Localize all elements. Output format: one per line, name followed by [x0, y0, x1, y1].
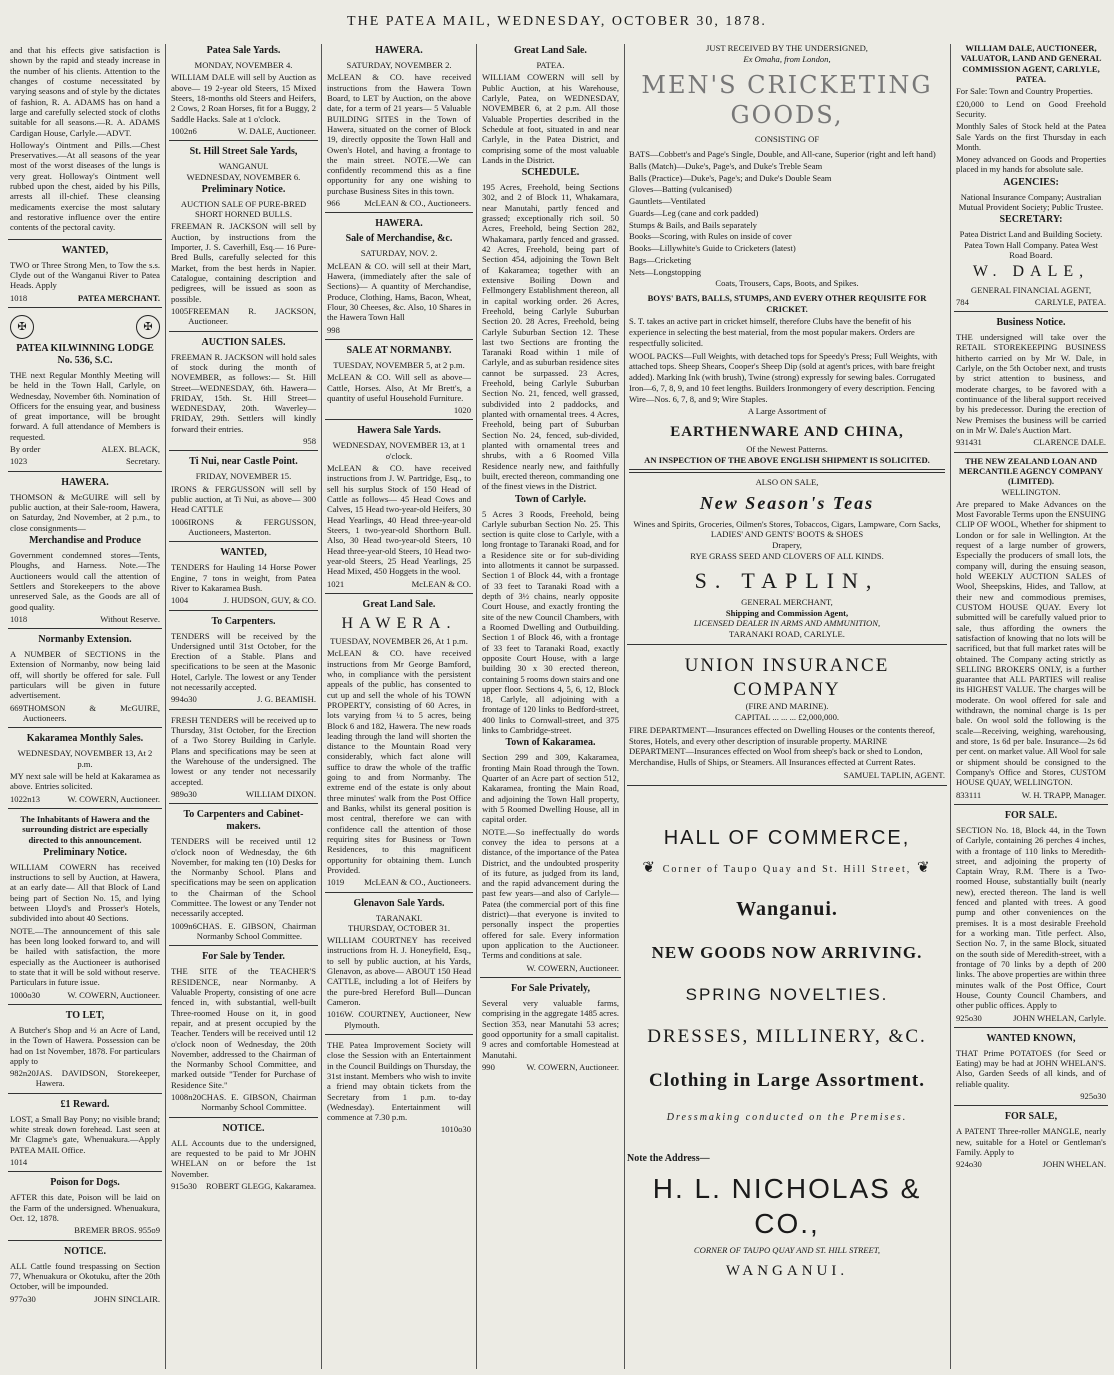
ad-subheading: Preliminary Notice. — [201, 183, 286, 195]
ad-signature: W. COURTNEY, Auctioneer, New Plymouth. — [344, 1009, 471, 1030]
ad-note: NOTE.—So ineffectually do words convey the idea to persons at a distance, of the importance of the Patea District, and the undoubted prosperity of its future, as judged from its land, and the rapid advancement during the past few years—and also of Carlyle—Patea (the commercial port of this fine district)—that everyone is invited to personally inspect the properties offered for sale. Every information upon application to the Auctioneer. Terms and conditions at sale. — [482, 826, 619, 961]
ad-signature: JOHN WHELAN, Carlyle. — [1013, 1012, 1106, 1023]
trespass-notice-ad — [8, 1241, 162, 1308]
goods-list — [629, 149, 945, 289]
ad-lead: LICENSED DEALER IN ARMS AND AMMUNITION, — [693, 618, 881, 629]
ad-lead: JUST RECEIVED BY THE UNDERSIGNED, — [706, 43, 868, 53]
column-1 — [8, 40, 162, 1371]
ad-heading: SALE AT NORMANBY. — [346, 344, 452, 356]
ad-signature: ALEX. BLACK, — [101, 444, 160, 455]
wanted-known-ad — [954, 1028, 1108, 1107]
ad-signature: JOHN SINCLAIR. — [94, 1293, 160, 1304]
holloway-text: Holloway's Ointment and Pills.—Chest Preservatives.—At all seasons of the year most of the worst diseases of the lungs is very great. Holloway's Ointment well rubbed upon the chest, aided by his Pills, arrests all ill-chief. These cleansing medicaments exercise the most salutary and restorative influence over the entire contents of the pectoral cavity. — [10, 139, 160, 233]
ad-heading: WANTED, — [220, 547, 267, 559]
ad-ref: 994o30 — [171, 694, 197, 705]
ad-body: Monthly Sales of Stock held at the Patea Sale Yards on the first Thursday in each Month. — [956, 121, 1106, 152]
ad-heading: Normanby Extension. — [38, 634, 132, 646]
ad-date: FRIDAY, NOVEMBER 15. — [195, 471, 292, 482]
ad-ref: 1000o30 — [10, 989, 41, 1000]
ad-heading: THE NEW ZEALAND LOAN AND MERCANTILE AGENCY COMPANY (LIMITED). — [958, 455, 1104, 487]
ad-ref: 977o30 — [10, 1293, 36, 1304]
cabinet-makers-ad — [169, 804, 318, 946]
ad-heading: St. Hill Street Sale Yards, — [189, 146, 298, 158]
auction-sales-ad — [169, 332, 318, 452]
ad-date: SATURDAY, NOV. 2. — [360, 248, 438, 259]
ad-body: A Butcher's Shop and ½ an Acre of Land, in the Town of Hawera. Possession can be had on 1st November, 1878. For particulars apply to — [10, 1024, 160, 1066]
ad-body: S. T. takes an active part in cricket himself, therefore Clubs have the benefit of his experience in selecting the best material, from the most popular makers. Orders are respectfully solicited. — [629, 316, 915, 348]
column-2 — [169, 40, 318, 1371]
mangle-for-sale-ad — [954, 1106, 1108, 1173]
ad-lead: ALSO ON SALE, — [755, 477, 819, 488]
ad-body: ALL Cattle found trespassing on Section 77, Whenuakura or Okotuku, after the 20th October, will be impounded. — [10, 1260, 160, 1292]
ad-ref: 924o30 — [956, 1159, 982, 1170]
ad-ref: 982n20 — [10, 1068, 36, 1079]
column-rule — [165, 44, 166, 1369]
ad-signature: W. COWERN, Auctioneer. — [67, 793, 160, 804]
ad-lead: CONSISTING OF — [754, 134, 820, 145]
ad-lead: Ex Omaha, from London, — [743, 53, 831, 64]
ad-body: TENDERS will be received by the Undersigned until 31st October, for the Erection of a Stable. Plans and specifications to be seen at the Masonic Hotel, Carlyle. The lowest or any Tender not necessarily accepted. — [171, 630, 316, 693]
ad-subheading: Merchandise and Produce — [29, 534, 141, 546]
ad-date: WEDNESDAY, NOVEMBER 13, At 2 p.m. — [17, 748, 153, 769]
ad-heading: HAWERA. — [61, 476, 109, 488]
ad-lead: A Large Assortment of — [747, 406, 827, 417]
ad-lead: AN INSPECTION OF THE ABOVE ENGLISH SHIPMENT IS SOLICITED. — [644, 454, 930, 465]
ad-heading: WANTED, — [61, 244, 109, 256]
list-item: Nets—Longstopping — [629, 266, 702, 277]
ad-heading: WANTED KNOWN, — [986, 1032, 1076, 1044]
ad-subheading: WELLINGTON. — [1001, 486, 1061, 497]
taplin-name: S. TAPLIN, — [694, 568, 880, 594]
ad-signature: W. COWERN, Auctioneer. — [67, 989, 160, 1000]
ad-signature: W. DALE, Auctioneer. — [237, 125, 316, 136]
ad-date: WEDNESDAY, NOVEMBER 6. — [186, 171, 301, 182]
ad-body: FIRE DEPARTMENT—Insurances effected on Dwelling Houses or the contents thereof, Stores, Hotels, and every other description of insurable property. MARINE DEPARTMENT—Insurances effected on Wool from sheep's back or shed to London, Merchandise, Hulls of Ships, or Steamers. All Insurances effected at Current Rates. — [629, 724, 935, 768]
ad-heading: NOTICE. — [222, 1122, 265, 1134]
ad-lead: LADIES' AND GENTS' BOOTS & SHOES — [710, 529, 864, 540]
ad-body: McLEAN & CO. have received instructions from J. W. Partridge, Esq., to sell his surplus Stock of 150 Head of Cattle as follows— 45 Head Cows and Calves, 15 Head two-year-old Heifers, 30 Head Yearlings, 40 Head three-year-old Steers, 1 two-year-old Shorthorn Bull. Also, 30 Head two-year-old Steers, 10 Head three-year-old Steers, 10 Head two-year-old Steers, 25 Head Yearlings, 25 Head Mixed, 450 Hoggets in the wool. — [327, 463, 471, 577]
ad-body: THE Patea Improvement Society will close the Session with an Entertainment in the Council Buildings on Thursday, the 31st instant. Members who wish to invite a friend may obtain tickets from the Secretary from 1 p.m. to-day (Wednesday). Entertainment will commence at 7.30 p.m. — [327, 1039, 471, 1123]
ad-heading: TO LET, — [65, 1009, 105, 1021]
ad-heading: Preliminary Notice. — [43, 846, 127, 858]
ad-text: By order — [10, 444, 41, 455]
ad-ref: 1005 — [171, 305, 189, 316]
ad-heading: PATEA KILWINNING LODGE No. 536, S.C. — [16, 342, 154, 366]
normanby-sale-ad — [325, 340, 473, 421]
earthenware-heading: EARTHENWARE AND CHINA, — [670, 424, 904, 441]
ad-lead: TARANAKI ROAD, CARLYLE. — [729, 629, 845, 640]
ad-display-heading: NEW GOODS NOW ARRIVING. — [651, 943, 923, 963]
ad-body: Money advanced on Goods and Properties placed in my hands for absolute sale. — [956, 154, 1106, 175]
ad-ref: 1020 — [453, 405, 471, 416]
list-item: Coats, Trousers, Caps, Boots, and Spikes. — [715, 278, 859, 289]
ad-ref: 1018 — [10, 292, 28, 303]
ad-heading: Poison for Dogs. — [50, 1177, 120, 1189]
list-item: Gauntlets—Ventilated — [629, 196, 706, 207]
union-insurance-ad — [627, 645, 947, 786]
ad-signature: J. HUDSON, GUY, & CO. — [223, 595, 316, 606]
column-6 — [954, 40, 1108, 1371]
ad-heading: FOR SALE. — [1004, 809, 1058, 821]
hawera-merch-ad — [325, 213, 473, 340]
ad-ref: 989o30 — [171, 788, 197, 799]
hall-of-commerce-ad — [627, 826, 947, 1281]
ad-body: TWO or Three Strong Men, to Tow the s.s. Clyde out of the Wanganui River to Patea Heads. Apply — [10, 259, 160, 291]
ad-body: WOOL PACKS—Full Weights, with detached tops for Speedy's Press; Full Weights, with attached tops. Sheep Shears, Cooper's Sheep Dip (sold at agent's prices, with bare freight added). Marking Ink (with brush), Twine (strong) expressly for sewing bales. Corrugated Iron—6, 7, 8, 9, and 10 feet lengths. Builders Ironmongery of every description. Fencing Wire—Nos. 6, 7, 8, and 9; Wire Staples. — [629, 350, 938, 404]
ad-signature: McLEAN & CO., Auctioneers. — [364, 877, 471, 888]
ad-body: TENDERS for Hauling 14 Horse Power Engine, 7 tons in weight, from Patea River to Kakaramea Bush. — [171, 562, 316, 593]
ad-note: NOTE.—The announcement of this sale has been long looked forward to, and will be hailed with satisfaction, the more especially as the Auctioneer is authorised to state that it will be sold without reserve. Particulars in future issue. — [10, 925, 160, 988]
ad-ref: 925o30 — [956, 1012, 982, 1023]
ad-body: For Sale: Town and Country Properties. — [956, 86, 1093, 97]
ad-body: THAT Prime POTATOES (for Seed or Eating) may be had at JOHN WHELAN'S. Also, Garden Seeds of all kinds, and of reliable quality. — [956, 1047, 1106, 1089]
ad-body: WILLIAM COWERN will sell by Public Auction, at his Warehouse, Carlyle, Patea, on WEDNESDAY, NOVEMBER 6, at 2 p.m. All those Valuable Properties described in the Schedule at foot, situated in and near Carlyle, in the Patea District, and comprising some of the most valuable Lands in the District. — [482, 72, 619, 165]
ad-lead: Dressmaking conducted on the Premises. — [666, 1112, 908, 1124]
nicholas-name: H. L. NICHOLAS & CO., — [652, 1173, 922, 1240]
ad-signature: SAMUEL TAPLIN, AGENT. — [843, 769, 945, 780]
private-sale-ad — [480, 978, 621, 1076]
masthead: THE PATEA MAIL, WEDNESDAY, OCTOBER 30, 1878. — [347, 14, 767, 29]
ad-body: McLEAN & CO. will sell at their Mart, Hawera, (immediately after the sale of Sections)— A quantity of Merchandise, Produce, Clothing, Hams, Bacon, Wheat, Flour, 30 Cheeses, &c. Also, 10 Shares in the Hawera Town Hall — [327, 260, 471, 323]
ad-heading: Kakaramea Monthly Sales. — [26, 733, 144, 745]
ad-subheading: Sale of Merchandise, &c. — [345, 233, 453, 245]
ad-ref: 833111 — [956, 789, 982, 800]
ad-heading: HAWERA. — [375, 45, 423, 56]
list-item: Books—Lillywhite's Guide to Cricketers (latest) — [629, 243, 796, 254]
ad-lead: Note the Address— — [627, 1152, 710, 1164]
ad-heading: Great Land Sale. — [514, 45, 587, 56]
ad-body: Several very valuable farms, comprising in the aggregate 1485 acres. Section 353, near Manutahi 53 acres; good opportunity for a small capitalist. 9 acres and comfortable Homestead at Manutahi. — [482, 997, 619, 1060]
ad-ref: 1006 — [171, 516, 189, 527]
ad-lead: Wines and Spirits, Groceries, Oilmen's Stores, Tobaccos, Cigars, Lampware, Corn Sacks, — [633, 518, 941, 529]
ad-date: MONDAY, NOVEMBER 4. — [194, 60, 293, 70]
ad-body: McLEAN & CO. have received instructions from the Hawera Town Board, to LET by Auction, on the above date, for a term of 21 years— 5 Valuable BUILDING SITES in the Town of Hawera, situated on the corner of Block 19, directly opposite the Town Hall and Owen's Hotel, and having a frontage to the main street. NOTE.—We can confidently recommend this as a fine opportunity for any one wishing to purchase Business Sites in this town. — [327, 72, 471, 196]
ad-body: IRONS & FERGUSSON will sell by public auction, at Ti Nui, as above— 300 Head CATTLE — [171, 483, 316, 515]
ad-heading: Patea Sale Yards. — [206, 45, 281, 56]
sale-by-tender-ad — [169, 946, 318, 1117]
nz-loan-ad — [954, 453, 1108, 805]
ad-signature: JAS. DAVIDSON, Storekeeper, Hawera. — [35, 1068, 160, 1089]
ad-display-heading: Wanganui. — [736, 898, 838, 921]
column-rule — [950, 44, 951, 1369]
taplin-ad — [627, 40, 947, 645]
ad-display-heading: HAWERA. — [341, 614, 457, 632]
list-item: Guards—Leg (cane and cork padded) — [629, 207, 759, 218]
glenavon-ad — [325, 893, 473, 1035]
ad-subheading: SECRETARY: — [999, 214, 1063, 226]
accounts-notice-ad — [169, 1118, 318, 1196]
ad-date: TUESDAY, NOVEMBER 5, at 2 p.m. — [333, 359, 465, 370]
ad-ref: 1010o30 — [440, 1124, 471, 1135]
column-3 — [325, 40, 473, 1371]
ad-signature: J. G. BEAMISH. — [257, 694, 316, 705]
ad-date: TUESDAY, NOVEMBER 26, At 1 p.m. — [330, 636, 468, 646]
ad-signature: THOMSON & McGUIRE, Auctioneers. — [22, 702, 160, 723]
william-dale-ad — [954, 40, 1108, 312]
ad-lead: BOYS' BATS, BALLS, STUMPS, AND EVERY OTHER REQUISITE FOR CRICKET. — [647, 293, 927, 314]
ad-body: SECTION No. 18, Block 44, in the Town of Carlyle, containing 26 perches 4 inches, with a frontage of 110 links to Meredith-street, and adjoining the property of Captain Wray, R.M. There is a Two-roomed House, substantially built (nearly new), erected thereon. The land is well fenced and planted with trees. A good pump and other conveniences on the premises. It is a most desirable Freehold for a working man. Title perfect. Also, Section No. 7, in the same Block, situated on the south side of Meredith-street, with a frontage of 70 links by a depth of 200 links. The above properties are within three minutes walk of the Post Office, Court House, County Council Chambers, and other public offices. Apply to — [956, 824, 1106, 1011]
ad-body: WILLIAM COURTNEY has received instructions from H. J. Honeyfield, Esq., to sell by public auction, at his Yards, Glenavon, as above— ABOUT 150 Head CATTLE, including a lot of Heifers by the pure-bred Hereford Bull—Duncan Cameron. — [327, 935, 471, 1007]
ad-heading: £1 Reward. — [60, 1098, 110, 1110]
normanby-ad — [8, 629, 162, 728]
ad-lead: RYE GRASS SEED AND CLOVERS OF ALL KINDS. — [690, 550, 884, 561]
hawera-sites-ad — [325, 40, 473, 213]
ad-ref: 915o30 — [171, 1180, 197, 1191]
ad-ref: 1022n13 — [10, 793, 41, 804]
ad-heading: AUCTION SALES. — [201, 336, 286, 348]
ad-body: WILLIAM COWERN has received instructions to sell by Auction, at Hawera, at an early date— All that Block of Land being part of Section No. 15, and lying between Lloyd's and Prosser's Hotels, subdivided into about 40 Sections. — [10, 861, 160, 924]
ad-heading: For Sale Privately, — [511, 982, 590, 994]
ad-subheading: PATEA. — [536, 60, 565, 70]
ad-signature: CHAS. E. GIBSON, Chairman Normanby School Committee. — [196, 920, 316, 941]
ad-body: Are prepared to Make Advances on the Most Favorable Terms upon the ENSUING CLIP OF WOOL, Whether for shipment to London or for sale in Wellington. At the request of a large number of growers, Especially the producers of small lots, the company will, during the ensuing season, hold WEEKLY AUCTION SALES of Wool, Sheepskins, Hides, and Tallow, at their new and commodious premises, CUSTOM HOUSE QUAY. Every lot submitted will be carefully valued prior to sale, thus affording the owners the satisfaction of knowing that no lots will be sacrificed, but that full market rates will be obtained. The Company acting strictly as SELLING BROKERS ONLY, is a further guarantee that ALL PARTIES will realise its HIGHEST VALUE. The charges will be moderate. On wool offered for sale and withdrawn, the nominal charge is 1s per bale. On wool sold the following is the scale—Receiving, weighing, warehousing, and store, 1s 6d per bale. Insurance—2s 6d per cent. on market value. All Wool for sale or shipment should be consigned to the Company's Office and Stores, CUSTOM HOUSE QUAY, WELLINGTON. — [956, 498, 1106, 788]
adams-text: and that his effects give satisfaction is shown by the rapid and steady increase in the number of his clients. Attention to the changes of costume necessitated by varying seasons and of style by the dictates of fashion, R. A. ADAMS has on hand a large and carefully selected stock of cloths suitable for all seasons.—R. A. ADAMS Cardigan House, Carlyle.—ADVT. — [10, 45, 160, 138]
ad-subheading: AUCTION SALE OF PURE-BRED SHORT HORNED BULLS. — [180, 198, 307, 220]
ad-body: THE undersigned will take over the RETAIL STOREKEEPING BUSINESS hitherto carried on by Mr W. Dale, in Carlyle, on the 5th October next, and trusts by strict attention to business, and moderate charges, to be favored with a continuance of the liberal support received by his predecessor. During the erection of New Premises the business will be carried on in Mr W. Dale's Auction Mart. — [956, 332, 1106, 435]
ad-lead: CAPITAL ... ... ... £2,000,000. — [734, 712, 840, 723]
adams-notice — [8, 40, 162, 240]
wanted-ad — [8, 240, 162, 308]
square-compass-icon: ✠ — [136, 315, 160, 339]
ad-heading: HAWERA. — [375, 218, 423, 230]
ad-ref: 1019 — [327, 877, 345, 888]
ad-ref: 990 — [482, 1061, 495, 1072]
carpenters-ad — [169, 611, 318, 710]
ad-ref: 1014 — [10, 1157, 28, 1167]
ad-signature: WILLIAM DIXON. — [245, 788, 316, 799]
ad-ref: 1009n6 — [171, 920, 197, 931]
great-land-sale-hawera-ad — [325, 594, 473, 893]
hall-of-commerce-heading: HALL OF COMMERCE, — [663, 826, 911, 849]
column-rule — [624, 44, 625, 1369]
ad-heading: Glenavon Sale Yards. — [353, 897, 445, 909]
ad-ref: 1008n20 — [171, 1092, 202, 1103]
ad-heading: Ti Nui, near Castle Point. — [189, 456, 298, 468]
ad-body: ALL Accounts due to the undersigned, are requested to be paid to Mr JOHN WHELAN on or before the 1st November. — [171, 1137, 316, 1179]
list-item: Stumps & Bails, and Bails separately — [629, 219, 757, 230]
ad-signature: PATEA MERCHANT. — [77, 292, 160, 303]
ad-ref: 1021 — [327, 578, 345, 589]
great-land-sale-patea-ad — [480, 40, 621, 978]
union-insurance-heading: UNION INSURANCE COMPANY — [684, 654, 890, 700]
hawera-sale-yards-ad — [325, 420, 473, 593]
ad-subheading: Town of Carlyle. — [514, 493, 587, 505]
teas-heading: New Season's Teas — [699, 493, 875, 514]
ad-display-heading: SPRING NOVELTIES. — [685, 984, 889, 1004]
ad-heading: To Carpenters and Cabinet-makers. — [183, 809, 304, 833]
ad-body: AFTER this date, Poison will be laid on the Farm of the undersigned. Whenuakura, Oct. 12, 1878. — [10, 1192, 160, 1223]
ad-signature: FREEMAN R. JACKSON, Auctioneer. — [188, 305, 316, 327]
ad-ref: 1016 — [327, 1009, 345, 1020]
list-item: Balls (Practice)—Duke's, Page's; and Duke's Double Seam — [629, 172, 832, 183]
ad-signature: W. COWERN, Auctioneer. — [526, 962, 619, 973]
patea-sale-yards-ad — [169, 40, 318, 141]
ad-signature: IRONS & FERGUSSON, Auctioneers, Masterton. — [188, 516, 316, 537]
ad-body: THE SITE of the TEACHER'S RESIDENCE, near Normanby. A Valuable Property, consisting of one acre fenced in, with substantial, well-built Three-roomed House on it, in good repair, and at present occupied by the Teacher. Tenders will be received until 12 o'clock noon of Wednesday, the 20th November, addressed to the Chairman of the Normanby School Committee, and marked outside "Tender for Purchase of Residence Site." — [171, 966, 316, 1090]
ad-body: MY next sale will be held at Kakaramea as above. Entries solicited. — [10, 770, 160, 792]
reward-ad — [8, 1094, 162, 1173]
ad-body: Section 299 and 309, Kakaramea, fronting Main Road through the Town. Quarter of an Acre part of section 512, Kakaramea, fronting the Main Road, and adjoining the Town Hall property, with 5 Roomed Dwelling House, all in capital order. — [482, 752, 619, 825]
ad-ref: 1002n6 — [171, 125, 197, 136]
st-hill-sale-yards-ad — [169, 141, 318, 331]
ad-signature: W. H. TRAPP, Manager. — [1021, 789, 1106, 800]
ad-signature: CHAS. E. GIBSON, Chairman Normanby School Committee. — [201, 1092, 316, 1113]
ad-subheading: TARANAKI. — [375, 912, 423, 923]
list-item: Books—Scoring, with Rules on inside of cover — [629, 231, 792, 242]
ad-display-heading: WANGANUI. — [725, 1263, 849, 1280]
ad-display-heading: DRESSES, MILLINERY, &C. — [647, 1025, 927, 1047]
list-item: Gloves—Batting (vulcanised) — [629, 184, 732, 195]
list-item: Balls (Match)—Duke's, Page's, and Duke's Treble Seam — [629, 160, 823, 171]
ad-ref: 931431 — [956, 437, 982, 448]
ad-heading: FOR SALE, — [1004, 1111, 1058, 1123]
preliminary-notice-ad — [8, 809, 162, 1005]
ad-heading: WILLIAM DALE, AUCTIONEER, VALUATOR, LAND AND GENERAL COMMISSION AGENT, CARLYLE, PATEA. — [960, 43, 1102, 84]
ad-body: 5 Acres 3 Roods, Freehold, being Carlyle suburban Section No. 25. This section is quite close to Carlyle, with a long frontage to Taranaki Road, and for a Residence site or for sub-dividing into allotments it cannot be surpassed. Section 1 of Block 44, with a frontage of 33 feet to Taranaki Road with a depth of 3½ chains, nearly opposite Court House, and exactly fronting the site of the new Council Chambers, with a Roomed Dwelling and Outbuilding. Section 1 of Block 46, with a frontage of 33 feet to Taranaki Road, exactly opposite Court House, with a large building 30 x 30 erected thereon, containing 5 rooms down stairs and one upper floor. Sections 4, 5, 6, 12, Block 18, Carlyle, all adjoining with a frontage of 120 links to Bedford-street, 400 links to Cornwall-street, and 375 links to Cambridge-street. — [482, 508, 620, 736]
ad-lead: Shipping and Commission Agent, — [725, 607, 849, 618]
ad-subheading: WANGANUI. — [218, 161, 269, 172]
ad-heading: Great Land Sale. — [362, 598, 436, 610]
ad-subheading: SCHEDULE. — [521, 167, 580, 179]
ad-date: WEDNESDAY, NOVEMBER 13, at 1 o'clock. — [332, 440, 466, 461]
ad-body: McLEAN & CO. have received instructions from Mr George Bamford, who, in compliance with the persistent appeals of the public, has consented to cut up and sell the whole of his TOWN PROPERTY, consisting of 60 Acres, in lots varying from ¼ to 5 acres, being Block 6 and 182, Hawera. The new roads leading through the land will shorten the distance to the Mountain Road very considerably, which fact alone will suffice to draw the whole of the traffic going to and from Normanby. The extreme end of the estate is only about three minutes' walk from the Post Office and Banks, whilst its general position is most central, therefore we can with confidence call the attention of those requiring sites for Business or Town Residences, to this magnificent opportunity for obtaining them. Lunch Provided. — [327, 648, 471, 875]
ad-ref: 1004 — [171, 595, 189, 606]
ad-ref: 925o30 — [1080, 1091, 1106, 1102]
ad-body: FRESH TENDERS will be received up to Thursday, 31st October, for the Erection of a Two Storey Building in Carlyle. Plans and specifications may be seen at the Warehouse of the undersigned. The lowest or any tender not necessarily accepted. — [171, 714, 316, 787]
ad-body: THE next Regular Monthly Meeting will be held in the Town Hall, Carlyle, on Wednesday, November 6th. Nomination of Officers for the ensuing year, and business of great importance, will be brought forward. A full attendance of Members is requested. — [10, 369, 160, 442]
ad-body: A NUMBER of SECTIONS in the Extension of Normanby, now being laid off, will shortly be offered for sale. Full particulars will be given in future advertisement. — [10, 649, 160, 701]
ad-lead: GENERAL MERCHANT, — [741, 596, 833, 607]
ad-body: TENDERS will be received until 12 o'clock noon of Wednesday, the 6th November, for making ten (10) Desks for the Normanby School. Plans and specifications may be seen on application to the Chairman of the School Committee. The lowest or any Tender not necessarily accepted. — [171, 836, 316, 919]
ad-date: SATURDAY, NOVEMBER 2. — [346, 60, 452, 70]
ad-display-heading: Clothing in Large Assortment. — [649, 1069, 925, 1091]
column-rule — [321, 44, 322, 1369]
flourish-icon: ❦ Corner of Taupo Quay and St. Hill Street, ❦ — [642, 859, 932, 876]
ad-lead: (FIRE AND MARINE). — [745, 701, 829, 712]
ad-heading: NOTICE. — [64, 1245, 106, 1257]
ad-lead: GENERAL FINANCIAL AGENT, — [970, 284, 1092, 295]
ad-lead: CORNER OF TAUPO QUAY AND ST. HILL STREET, — [693, 1245, 881, 1256]
cricketing-goods-heading: MEN'S CRICKETING GOODS, — [641, 71, 933, 130]
column-rule — [476, 44, 477, 1369]
ad-body: FREEMAN R. JACKSON will sell by Auction, by instructions from the Importer, J. S. Caverhill, Esq.— 16 Pure-Bred Bulls, carefully selected for this Market, from the best herds in Napier. Catalogue, containing description and pedigrees, will be issued as soon as possible. — [171, 221, 316, 304]
ad-text: Without Reserve. — [100, 613, 160, 624]
ad-body: Patea District Land and Building Society. Patea Town Hall Company. Patea West Road Board. — [959, 229, 1103, 260]
ad-body: THOMSON & McGUIRE will sell by public auction, at their Sale-room, Hawera, on Saturday, 2nd November, at 2 p.m., to close consignments— — [10, 491, 160, 533]
ad-signature: McLEAN & CO., Auctioneers. — [364, 198, 471, 209]
ad-signature: JOHN WHELAN. — [1042, 1159, 1106, 1170]
ad-signature: CLARENCE DALE. — [1033, 437, 1106, 448]
ad-ref: 1023 — [10, 456, 28, 467]
to-let-ad — [8, 1005, 162, 1094]
ad-signature: McLEAN & CO. — [411, 578, 471, 589]
poison-ad — [8, 1172, 162, 1240]
ad-subheading: AGENCIES: — [1003, 176, 1059, 188]
ad-subheading: Town of Kakaramea. — [505, 737, 596, 749]
lodge-ad — [8, 308, 162, 472]
taplin-nicholas-column — [627, 40, 947, 1371]
ad-lead: Corner of Taupo Quay and St. Hill Street, — [662, 863, 912, 875]
kakaramea-ad — [8, 728, 162, 809]
for-sale-section-ad — [954, 805, 1108, 1028]
ad-heading: To Carpenters. — [211, 615, 276, 627]
ad-signature: ROBERT GLEGG, Kakaramea. — [205, 1180, 316, 1191]
list-item: Bags—Cricketing — [629, 254, 692, 265]
hawera-merchandise-ad — [8, 472, 162, 629]
ad-body: LOST, a Small Bay Pony; no visible brand; white streak down forehead. Last seen at Mr Clagme's gate, Whenuakura.—Apply PATEA MAIL Office. — [10, 1113, 160, 1155]
ad-signature: BREMER BROS. 955o9 — [74, 1225, 160, 1236]
ad-body: FREEMAN R. JACKSON will hold sales of stock during the month of NOVEMBER, as follows:— St. Hill Street—WEDNESDAY, 6th. Hawera—FRIDAY, 15th. St. Hill Street—WEDNESDAY, 20th. Waverley—FRIDAY, 29th. Settlers will kindly forward their entries. — [171, 351, 316, 434]
list-item: BATS—Cobbett's and Page's Single, Double, and All-cane, Superior (right and left hand) — [629, 149, 936, 160]
improvement-society-ad — [325, 1035, 473, 1139]
ad-ref: 998 — [327, 324, 340, 335]
ad-signature: W. COWERN, Auctioneer. — [526, 1061, 619, 1072]
ad-body: WILLIAM DALE will sell by Auction as above— 19 2-year old Steers, 15 Mixed Steers, 18-months old Steers and Heifers, 2 Cows, 2 Roan Horses, fit for a Buggy, 2 Saddle Hacks. Sale at 1 o'clock. — [171, 72, 316, 124]
ad-ref: 784 — [956, 296, 969, 307]
ad-body: A PATENT Three-roller MANGLE, nearly new, suitable for a Hotel or Gentleman's Family. Apply to — [956, 1126, 1106, 1157]
ad-ref: 1018 — [10, 613, 28, 624]
ad-text: Secretary. — [125, 456, 160, 467]
ad-body: National Insurance Company; Australian Mutual Provident Society; Public Trustee. — [958, 191, 1104, 213]
ad-heading: Hawera Sale Yards. — [357, 425, 441, 437]
ad-heading: Business Notice. — [996, 317, 1066, 329]
ad-lead: The Inhabitants of Hawera and the surrounding district are especially directed to this announcement. — [20, 813, 150, 845]
ad-body: 195 Acres, Freehold, being Sections 302, and 2 of Block 11, Whakamara, near Manutahi, partly fenced and grassed; exceptionally rich soil. 50 Acres, Freehold, being Section 282, Whakamara, partly fenced and grassed. 42 Acres, Freehold, being part of Section 454, adjoining the Town Belt of Kakaramea; together with an extensive Boiling Down and Fellmongery Establishment thereon, all in capital working order. 26 Acres, Freehold, being Carlyle Suburban Section 20. 28 Acres, Freehold, being Carlyle Suburban Section 12. These last two Sections are fronting the Taranaki Road within 1 mile of Carlyle, and as suburban residence sites cannot be surpassed. 23 Acres, Freehold, being Carlyle Suburban Section No. 21, fenced, well grassed, subdivided into 2 paddocks, and planted with ornamental trees. 4 Acres, Freehold, being part of Suburban Section No. 24, fenced, sub-divided, planted with ornamental trees and shrubs, with a 6 Roomed Villa Residence nearly new, and faithfully built, erected thereon, commanding one of the finest views in the District. — [482, 182, 619, 492]
divider — [629, 469, 945, 473]
ad-ref: 966 — [327, 198, 340, 209]
ad-body: McLEAN & CO. Will sell as above— Cattle, Horses. Also, At Mr Brett's, a quantity of useful Household Furniture. — [327, 372, 471, 403]
ad-signature: CARLYLE, PATEA. — [1034, 296, 1106, 307]
ad-ref: 669 — [10, 702, 23, 713]
ad-display-heading: W. DALE, — [972, 263, 1090, 281]
column-4 — [480, 40, 621, 1371]
ad-heading: For Sale by Tender. — [202, 951, 285, 963]
ad-body: Government condemned stores—Tents, Ploughs, and Harness. Note.—The Auctioneers would call the attention of Settlers and Storekeepers to the above unreserved Sale, as the Goods are all of good quality. — [10, 549, 160, 612]
ad-lead: Drapery, — [772, 540, 802, 551]
wanted-tenders-ad — [169, 542, 318, 610]
business-notice-ad — [954, 312, 1108, 452]
ad-body: £20,000 to Lend on Good Freehold Security. — [956, 98, 1106, 119]
ad-ref: 958 — [303, 436, 316, 447]
ti-nui-ad — [169, 451, 318, 542]
ad-date: THURSDAY, OCTOBER 31. — [347, 922, 451, 933]
square-compass-icon: ✠ — [10, 315, 34, 339]
ad-lead: Of the Newest Patterns. — [746, 443, 828, 454]
fresh-tenders-ad — [169, 710, 318, 805]
